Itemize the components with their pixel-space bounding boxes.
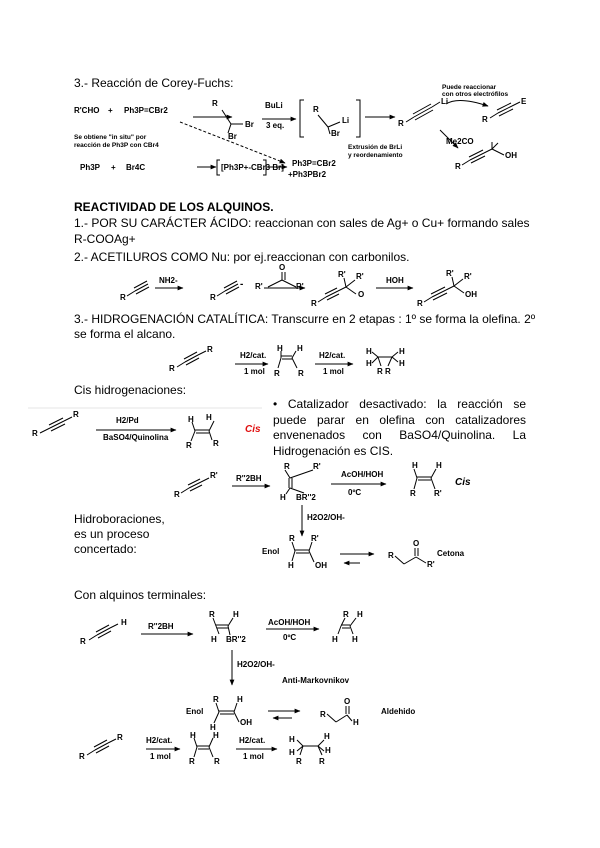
label-enol: Enol bbox=[186, 707, 204, 716]
label-extrusion-2: y reordenamiento bbox=[348, 152, 403, 159]
label-r: R bbox=[296, 757, 302, 766]
label-salt: [Ph3P+-CBr3 Br] bbox=[221, 163, 284, 172]
label-0c: 0ºC bbox=[348, 488, 362, 497]
bullet-catalyst: • Catalizador desactivado: la reacción se puede parar en olefina con catalizadores envenenados con BaSO4/Quinolina. La Hidrogenación es CIS. bbox=[273, 397, 526, 458]
label-oh: OH bbox=[315, 561, 327, 570]
label-h: H bbox=[280, 493, 286, 502]
label-r: R bbox=[343, 610, 349, 619]
label-rp: R' bbox=[434, 489, 442, 498]
label-h: H bbox=[233, 610, 239, 619]
label-r: R bbox=[174, 490, 180, 499]
label-1mol: 1 mol bbox=[243, 752, 264, 761]
label-ph3p: Ph3P bbox=[80, 163, 101, 172]
label-h: H bbox=[190, 731, 196, 740]
label-r: R bbox=[186, 441, 192, 450]
label-h: H bbox=[121, 618, 127, 627]
paragraph-acid-1: 1.- POR SU CARÁCTER ÁCIDO: reaccionan con sales de Ag+ o Cu+ formando sales bbox=[74, 216, 530, 230]
label-rp: R' bbox=[356, 272, 364, 281]
label-r: R bbox=[274, 369, 280, 378]
label-e: E bbox=[521, 97, 527, 106]
section-corey-fuchs: 3.- Reacción de Corey-Fuchs: bbox=[74, 76, 234, 90]
label-r: R bbox=[410, 489, 416, 498]
label-acoh: AcOH/HOH bbox=[341, 470, 384, 479]
label-br: Br bbox=[228, 132, 237, 141]
label-oh: OH bbox=[465, 290, 477, 299]
page-title: REACTIVIDAD DE LOS ALQUINOS. bbox=[74, 200, 274, 214]
heading-cis: Cis hidrogenaciones: bbox=[74, 383, 187, 397]
label-r: R bbox=[388, 551, 394, 560]
label-h: H bbox=[211, 635, 217, 644]
label-r: R bbox=[189, 757, 195, 766]
label-rp: R' bbox=[296, 282, 304, 291]
label-r: R bbox=[398, 119, 404, 128]
label-r: R bbox=[455, 162, 461, 171]
label-h: H bbox=[366, 347, 372, 356]
label-h: H bbox=[325, 746, 331, 755]
hydroboration-text-2: es un proceso bbox=[74, 527, 150, 541]
paragraph-hydrogenation-1: 3.- HIDROGENACIÓN CATALÍTICA: Transcurre en 2 etapas : 1º se forma la olefina. 2º bbox=[74, 312, 536, 326]
label-h2cat: H2/cat. bbox=[146, 736, 173, 745]
label-r: R bbox=[120, 293, 126, 302]
label-r: R bbox=[289, 534, 295, 543]
label-electrophiles-1: Puede reaccionar bbox=[442, 84, 497, 91]
label-h2cat: H2/cat. bbox=[319, 351, 346, 360]
label-cetona: Cetona bbox=[437, 549, 465, 558]
label-rp: R' bbox=[446, 269, 454, 278]
label-h2cat: H2/cat. bbox=[240, 351, 267, 360]
label-cis-red: Cis bbox=[245, 424, 261, 435]
label-h2o2: H2O2/OH- bbox=[307, 513, 345, 522]
label-h: H bbox=[357, 610, 363, 619]
label-r2bh: R''2BH bbox=[236, 474, 262, 483]
label-r: R bbox=[311, 299, 317, 308]
label-o: O bbox=[279, 263, 286, 272]
label-h: H bbox=[324, 732, 330, 741]
label-buli: BuLi bbox=[265, 101, 283, 110]
label-o: O bbox=[358, 290, 365, 299]
label-h: H bbox=[352, 635, 358, 644]
label-r: R bbox=[80, 637, 86, 646]
label-r: R bbox=[319, 757, 325, 766]
label-rp: R' bbox=[210, 471, 218, 480]
label-h: H bbox=[366, 359, 372, 368]
label-br2: BR''2 bbox=[296, 493, 316, 502]
label-h: H bbox=[188, 415, 194, 424]
label-r: R bbox=[313, 105, 319, 114]
label-r: R bbox=[482, 115, 488, 124]
label-cis: Cis bbox=[455, 477, 471, 488]
label-hoh: HOH bbox=[386, 276, 404, 285]
label-r: R bbox=[73, 410, 79, 419]
label-r: R bbox=[284, 462, 290, 471]
label-h: H bbox=[213, 731, 219, 740]
label-ylide: Ph3P=CBr2 bbox=[124, 106, 168, 115]
label-li: Li bbox=[441, 97, 449, 106]
label-ylide-product: Ph3P=CBr2 bbox=[292, 159, 336, 168]
label-r: R bbox=[213, 695, 219, 704]
hydroboration-text-1: Hidroboraciones, bbox=[74, 512, 165, 526]
label-h: H bbox=[289, 735, 295, 744]
label-r: R bbox=[298, 369, 304, 378]
label-1mol: 1 mol bbox=[323, 367, 344, 376]
label-r: R bbox=[385, 367, 391, 376]
label-r: R bbox=[210, 293, 216, 302]
label-r: R bbox=[320, 710, 326, 719]
label-nh2: NH2- bbox=[159, 276, 178, 285]
label-br: Br bbox=[331, 129, 340, 138]
label-r: R bbox=[32, 429, 38, 438]
label-rp: R' bbox=[427, 560, 435, 569]
paragraph-acetylides: 2.- ACETILUROS COMO Nu: por ej.reaccionan con carbonilos. bbox=[74, 250, 410, 264]
label-h: H bbox=[399, 359, 405, 368]
label-extrusion-1: Extrusión de BrLi bbox=[348, 144, 403, 151]
label-h: H bbox=[289, 748, 295, 757]
label-r2bh: R''2BH bbox=[148, 622, 174, 631]
label-3eq: 3 eq. bbox=[266, 121, 285, 130]
label-h: H bbox=[332, 635, 338, 644]
label-r: R bbox=[209, 610, 215, 619]
label-o: O bbox=[344, 697, 351, 706]
label-h: H bbox=[412, 461, 418, 470]
label-h: H bbox=[206, 413, 212, 422]
label-r: R bbox=[207, 345, 213, 354]
hydroboration-text-3: concertado: bbox=[74, 542, 137, 556]
label-h2cat: H2/cat. bbox=[239, 736, 266, 745]
label-baso4: BaSO4/Quinolina bbox=[103, 433, 169, 442]
label-1mol: 1 mol bbox=[244, 367, 265, 376]
label-plus: + bbox=[111, 163, 116, 172]
label-anti-markovnikov: Anti-Markovnikov bbox=[282, 676, 350, 685]
label-h: H bbox=[399, 347, 405, 356]
label-h2pd: H2/Pd bbox=[116, 416, 139, 425]
label-insitu-1: Se obtiene "in situ" por bbox=[74, 134, 147, 141]
paragraph-hydrogenation-2: se forma el alcano. bbox=[74, 327, 176, 341]
label-oh: OH bbox=[505, 151, 517, 160]
label-br4c: Br4C bbox=[126, 163, 146, 172]
paragraph-acid-2: R-COOAg+ bbox=[74, 232, 136, 246]
label-r: R bbox=[214, 757, 220, 766]
label-r: R bbox=[169, 364, 175, 373]
label-r: R bbox=[377, 367, 383, 376]
label-ph3pbr2: +Ph3PBr2 bbox=[288, 170, 327, 179]
label-h: H bbox=[237, 695, 243, 704]
label-r: R bbox=[212, 99, 218, 108]
label-rp: R' bbox=[255, 282, 263, 291]
label-o: O bbox=[413, 539, 420, 548]
label-h: H bbox=[436, 461, 442, 470]
label-enol: Enol bbox=[262, 547, 280, 556]
label-minus: - bbox=[240, 279, 244, 290]
label-rp: R' bbox=[464, 272, 472, 281]
label-0c: 0ºC bbox=[283, 633, 297, 642]
label-h: H bbox=[288, 561, 294, 570]
label-br: Br bbox=[245, 120, 254, 129]
label-rp: R' bbox=[313, 462, 321, 471]
label-oh: OH bbox=[240, 718, 252, 727]
label-acoh: AcOH/HOH bbox=[268, 618, 311, 627]
label-rp: R' bbox=[311, 534, 319, 543]
label-1mol: 1 mol bbox=[150, 752, 171, 761]
label-li: Li bbox=[342, 116, 350, 125]
label-electrophiles-2: con otros electrófilos bbox=[442, 91, 509, 98]
heading-terminal-alkynes: Con alquinos terminales: bbox=[74, 588, 207, 602]
label-br2: BR''2 bbox=[226, 635, 246, 644]
label-h: H bbox=[210, 723, 216, 732]
label-h: H bbox=[277, 344, 283, 353]
label-me2co: Me2CO bbox=[446, 137, 474, 146]
label-plus: + bbox=[108, 106, 113, 115]
label-insitu-2: reacción de Ph3P con CBr4 bbox=[74, 142, 159, 149]
label-h: H bbox=[353, 718, 359, 727]
label-h2o2: H2O2/OH- bbox=[237, 660, 275, 669]
label-aldehido: Aldehido bbox=[381, 707, 416, 716]
label-r: R bbox=[417, 299, 423, 308]
label-rcho: R'CHO bbox=[74, 106, 100, 115]
label-rp: R' bbox=[338, 270, 346, 279]
label-r: R bbox=[213, 439, 219, 448]
label-r: R bbox=[79, 752, 85, 761]
label-h: H bbox=[297, 344, 303, 353]
label-r: R bbox=[117, 733, 123, 742]
